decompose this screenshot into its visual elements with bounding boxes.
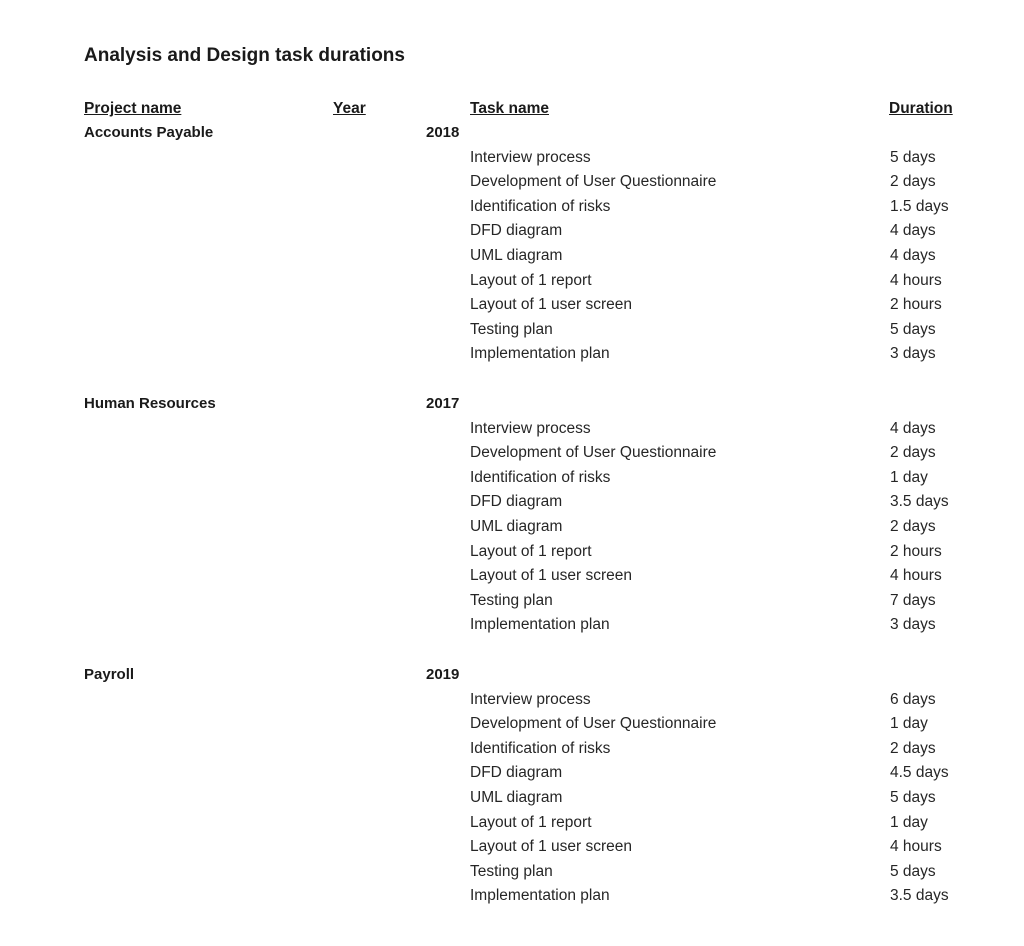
task-name: Implementation plan [470,616,610,634]
task-duration: 1 day [890,813,928,831]
task-row [0,592,1024,617]
task-row [0,740,1024,765]
task-row [0,863,1024,888]
task-duration: 1.5 days [890,197,949,215]
task-row [0,543,1024,568]
header-duration: Duration [889,100,953,117]
task-row [0,469,1024,494]
task-duration: 2 days [890,739,936,757]
task-duration: 3 days [890,616,936,634]
task-name: Layout of 1 user screen [470,567,632,585]
task-row [0,345,1024,370]
task-name: UML diagram [470,517,563,535]
task-row [0,814,1024,839]
task-name: Layout of 1 report [470,271,592,289]
task-duration: 3 days [890,345,936,363]
task-name: Implementation plan [470,345,610,363]
task-name: Development of User Questionnaire [470,715,717,733]
document-title: Analysis and Design task durations [84,45,405,66]
task-row [0,691,1024,716]
task-row [0,764,1024,789]
task-row [0,444,1024,469]
task-row [0,272,1024,297]
task-duration: 5 days [890,788,936,806]
task-duration: 2 days [890,444,936,462]
task-duration: 4 days [890,222,936,240]
task-duration: 6 days [890,690,936,708]
task-duration: 4 days [890,246,936,264]
task-row [0,247,1024,272]
task-name: Testing plan [470,591,553,609]
task-duration: 4 hours [890,567,942,585]
task-name: UML diagram [470,246,563,264]
task-row [0,838,1024,863]
task-name: Development of User Questionnaire [470,173,717,191]
task-row [0,616,1024,641]
task-row [0,887,1024,912]
task-duration: 5 days [890,148,936,166]
task-row [0,296,1024,321]
task-row [0,198,1024,223]
project-year: 2017 [426,395,460,412]
task-row [0,518,1024,543]
header-task-name: Task name [470,100,549,117]
task-row [0,493,1024,518]
task-name: UML diagram [470,788,563,806]
task-name: Identification of risks [470,739,611,757]
task-name: DFD diagram [470,493,563,511]
task-duration: 5 days [890,862,936,880]
task-duration: 7 days [890,591,936,609]
task-name: Identification of risks [470,197,611,215]
project-name: Payroll [84,666,135,683]
task-row [0,567,1024,592]
task-duration: 3.5 days [890,493,949,511]
task-row [0,789,1024,814]
task-name: Layout of 1 report [470,542,592,560]
task-duration: 2 hours [890,296,942,314]
task-name: DFD diagram [470,222,563,240]
task-name: Layout of 1 user screen [470,296,632,314]
task-row [0,173,1024,198]
task-name: Interview process [470,419,591,437]
task-name: Implementation plan [470,887,610,905]
project-name: Human Resources [84,395,216,412]
task-duration: 2 days [890,517,936,535]
task-duration: 3.5 days [890,887,949,905]
task-name: Testing plan [470,862,553,880]
project-year: 2019 [426,666,460,683]
task-list [0,149,1024,370]
task-name: Layout of 1 report [470,813,592,831]
task-row [0,149,1024,174]
task-duration: 4 days [890,419,936,437]
task-duration: 2 hours [890,542,942,560]
header-year: Year [333,100,366,117]
task-duration: 4 hours [890,838,942,856]
task-row [0,222,1024,247]
task-row [0,715,1024,740]
task-list [0,691,1024,912]
project-name: Accounts Payable [84,124,214,141]
task-duration: 1 day [890,715,928,733]
header-project-name: Project name [84,100,182,117]
project-year: 2018 [426,124,460,141]
task-duration: 4.5 days [890,764,949,782]
task-name: Interview process [470,148,591,166]
task-name: DFD diagram [470,764,563,782]
task-row [0,420,1024,445]
task-duration: 1 day [890,468,928,486]
task-list [0,420,1024,641]
task-row [0,321,1024,346]
task-duration: 2 days [890,173,936,191]
task-name: Identification of risks [470,468,611,486]
task-name: Layout of 1 user screen [470,838,632,856]
task-name: Interview process [470,690,591,708]
task-name: Testing plan [470,320,553,338]
task-name: Development of User Questionnaire [470,444,717,462]
task-duration: 4 hours [890,271,942,289]
task-duration: 5 days [890,320,936,338]
